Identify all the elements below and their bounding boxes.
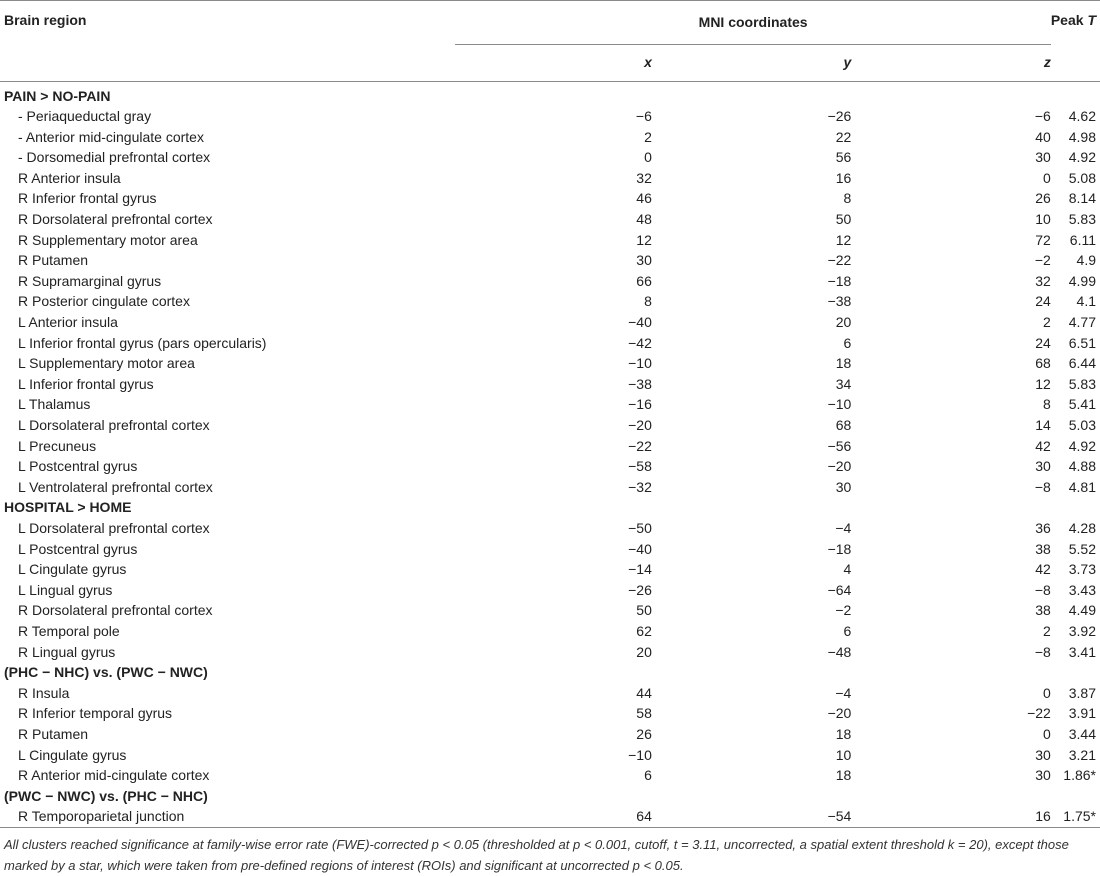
z-cell: 42: [1035, 437, 1051, 454]
x-cell: 30: [636, 252, 652, 269]
region-cell: L Anterior insula: [18, 314, 118, 331]
y-cell: 8: [843, 190, 852, 207]
y-cell: 34: [835, 375, 852, 392]
table-row: [0, 230, 1100, 251]
table-row: [0, 806, 1100, 827]
region-cell: L Postcentral gyrus: [18, 540, 138, 557]
region-cell: L Precuneus: [18, 437, 97, 454]
z-cell: 0: [1043, 725, 1051, 742]
y-cell: 16: [835, 169, 852, 186]
region-cell: R Inferior frontal gyrus: [18, 190, 157, 207]
peak-t-cell: 4.88: [1068, 458, 1096, 475]
z-cell: −8: [1034, 581, 1051, 598]
table-row: [0, 127, 1100, 148]
y-cell: −38: [827, 293, 852, 310]
x-cell: −10: [628, 746, 652, 763]
table-row: [0, 683, 1100, 704]
region-cell: R Dorsolateral prefrontal cortex: [18, 211, 213, 228]
z-cell: −2: [1034, 252, 1051, 269]
table-row: [0, 600, 1100, 621]
peak-t-cell: 3.73: [1068, 561, 1096, 578]
region-cell: - Dorsomedial prefrontal cortex: [18, 149, 211, 166]
peak-t-cell: 1.75*: [1063, 808, 1096, 825]
y-cell: 30: [835, 478, 852, 495]
region-cell: R Anterior insula: [18, 169, 121, 186]
region-cell: L Inferior frontal gyrus: [18, 375, 154, 392]
z-cell: 36: [1035, 519, 1051, 536]
peak-t-cell: 4.28: [1068, 519, 1096, 536]
z-cell: 0: [1043, 169, 1051, 186]
y-cell: 20: [835, 314, 852, 331]
region-cell: R Supramarginal gyrus: [18, 272, 162, 289]
z-cell: 0: [1043, 684, 1051, 701]
y-cell: 10: [835, 746, 852, 763]
peak-t-cell: 4.92: [1068, 149, 1096, 166]
table-row: [0, 271, 1100, 292]
y-cell: −20: [827, 705, 852, 722]
z-cell: 14: [1035, 417, 1051, 433]
group-title: HOSPITAL > HOME: [4, 499, 132, 516]
x-cell: 20: [636, 643, 652, 660]
peak-t-cell: 4.1: [1076, 293, 1096, 310]
table-row: [0, 312, 1100, 333]
bottom-rule: [0, 827, 1100, 828]
peak-t-cell: 5.08: [1068, 169, 1096, 186]
x-cell: 50: [636, 602, 652, 619]
y-cell: 22: [835, 128, 852, 145]
z-cell: 2: [1043, 622, 1051, 639]
region-cell: - Anterior mid-cingulate cortex: [18, 128, 204, 145]
table-row: [0, 621, 1100, 642]
region-cell: L Cingulate gyrus: [18, 561, 127, 578]
table-row: [0, 291, 1100, 312]
x-cell: −22: [628, 437, 652, 454]
z-cell: 38: [1035, 602, 1051, 619]
region-cell: - Periaqueductal gray: [18, 108, 152, 125]
z-cell: 30: [1035, 458, 1051, 475]
x-cell: 6: [644, 767, 652, 784]
header-z: z: [851, 44, 1051, 81]
region-cell: R Dorsolateral prefrontal cortex: [18, 602, 213, 619]
peak-t-cell: 3.41: [1068, 643, 1096, 660]
table-row: [0, 745, 1100, 766]
x-cell: 44: [636, 684, 652, 701]
region-cell: R Lingual gyrus: [18, 643, 116, 660]
region-cell: L Cingulate gyrus: [18, 746, 127, 763]
y-cell: −22: [827, 252, 852, 269]
peak-t-cell: 3.87: [1068, 684, 1096, 701]
peak-t-cell: 3.91: [1068, 705, 1096, 722]
peak-t-cell: 5.41: [1068, 396, 1096, 413]
peak-t-cell: 4.99: [1068, 272, 1096, 289]
group-header: [0, 497, 1100, 518]
x-cell: −50: [628, 519, 652, 536]
header-row-1: [0, 1, 1100, 44]
z-cell: 2: [1043, 314, 1051, 331]
peak-t-cell: 3.44: [1068, 725, 1096, 742]
group-title: (PHC − NHC) vs. (PWC − NWC): [4, 664, 208, 681]
y-cell: −26: [827, 108, 852, 125]
y-cell: −56: [827, 437, 852, 454]
z-cell: −22: [1027, 705, 1051, 722]
peak-t-cell: 5.03: [1068, 417, 1096, 433]
x-cell: −14: [628, 561, 652, 578]
header-peak-label: Peak T: [1050, 12, 1096, 28]
y-cell: −64: [827, 581, 852, 598]
x-cell: 0: [644, 149, 652, 166]
region-cell: L Supplementary motor area: [18, 355, 195, 372]
y-cell: 68: [835, 417, 852, 433]
region-cell: R Putamen: [18, 725, 89, 742]
region-cell: R Temporoparietal junction: [18, 808, 185, 825]
x-cell: 64: [636, 808, 652, 825]
x-cell: 66: [636, 272, 652, 289]
z-cell: 30: [1035, 746, 1051, 763]
y-cell: −4: [835, 684, 852, 701]
x-cell: −10: [628, 355, 652, 372]
z-cell: 30: [1035, 149, 1051, 166]
x-cell: 62: [636, 622, 652, 639]
x-cell: 2: [644, 128, 652, 145]
table-row: [0, 394, 1100, 415]
table-row: [0, 353, 1100, 374]
table-row: [0, 333, 1100, 354]
y-cell: 18: [835, 767, 852, 784]
header-y: y: [652, 44, 851, 81]
z-cell: 32: [1035, 272, 1051, 289]
table-row: [0, 250, 1100, 271]
region-cell: L Postcentral gyrus: [18, 458, 138, 475]
table-row: [0, 415, 1100, 436]
y-cell: −48: [827, 643, 852, 660]
peak-t-cell: 5.52: [1068, 540, 1096, 557]
y-cell: −10: [827, 396, 852, 413]
group-title: (PWC − NWC) vs. (PHC − NHC): [4, 787, 208, 804]
peak-t-cell: 4.9: [1076, 252, 1096, 269]
table-row: [0, 559, 1100, 580]
x-cell: −40: [628, 540, 652, 557]
peak-t-cell: 3.92: [1068, 622, 1096, 639]
table-row: [0, 477, 1100, 498]
region-cell: R Insula: [18, 684, 70, 701]
x-cell: 48: [636, 211, 652, 228]
peak-t-cell: 4.81: [1068, 478, 1096, 495]
y-cell: 56: [835, 149, 852, 166]
z-cell: 42: [1035, 561, 1051, 578]
z-cell: 68: [1035, 355, 1051, 372]
x-cell: −42: [628, 334, 652, 351]
group-title: PAIN > NO-PAIN: [4, 87, 111, 104]
x-cell: −38: [628, 375, 652, 392]
z-cell: 26: [1035, 190, 1051, 207]
table-row: [0, 209, 1100, 230]
region-cell: L Thalamus: [18, 396, 91, 413]
group-header: [0, 662, 1100, 683]
region-cell: R Supplementary motor area: [18, 231, 198, 248]
x-cell: −58: [628, 458, 652, 475]
y-cell: 18: [835, 725, 852, 742]
peak-t-cell: 6.11: [1069, 231, 1096, 248]
z-cell: −8: [1034, 643, 1051, 660]
z-cell: 24: [1035, 293, 1051, 310]
group-header: [0, 82, 1100, 107]
header-brain-region: Brain region: [4, 12, 87, 28]
z-cell: 30: [1035, 767, 1051, 784]
z-cell: 38: [1035, 540, 1051, 557]
table-row: [0, 168, 1100, 189]
region-cell: L Dorsolateral prefrontal cortex: [18, 519, 210, 536]
y-cell: 12: [835, 231, 852, 248]
y-cell: 18: [835, 355, 852, 372]
z-cell: 40: [1035, 128, 1051, 145]
y-cell: −20: [827, 458, 852, 475]
peak-t-cell: 4.49: [1068, 602, 1096, 619]
peak-t-cell: 5.83: [1068, 211, 1096, 228]
table-row: [0, 106, 1100, 127]
peak-t-cell: 8.14: [1068, 190, 1096, 207]
region-cell: L Inferior frontal gyrus (pars opercularis): [18, 334, 267, 351]
x-cell: 12: [636, 231, 652, 248]
group-header: [0, 786, 1100, 807]
table-row: [0, 518, 1100, 539]
peak-t-cell: 4.77: [1068, 314, 1096, 331]
y-cell: 6: [843, 334, 852, 351]
region-cell: L Dorsolateral prefrontal cortex: [18, 417, 210, 433]
peak-t-cell: 3.43: [1068, 581, 1096, 598]
peak-t-cell: 3.21: [1068, 746, 1096, 763]
table-row: [0, 765, 1100, 786]
x-cell: −20: [628, 417, 652, 433]
y-cell: 4: [843, 561, 852, 578]
x-cell: 58: [636, 705, 652, 722]
x-cell: −32: [628, 478, 652, 495]
y-cell: −18: [827, 272, 852, 289]
z-cell: 8: [1043, 396, 1051, 413]
header-row-2: [0, 44, 1100, 81]
x-cell: −40: [628, 314, 652, 331]
y-cell: −2: [835, 602, 852, 619]
x-cell: 8: [644, 293, 652, 310]
table-row: [0, 456, 1100, 477]
z-cell: −6: [1034, 108, 1051, 125]
z-cell: 72: [1035, 231, 1051, 248]
header-peak-t: [1051, 1, 1100, 44]
x-cell: 46: [636, 190, 652, 207]
z-cell: 24: [1035, 334, 1051, 351]
table-row: [0, 147, 1100, 168]
header-mni-coordinates: [455, 1, 1050, 44]
region-cell: R Putamen: [18, 252, 89, 269]
region-cell: R Posterior cingulate cortex: [18, 293, 190, 310]
table-row: [0, 724, 1100, 745]
peak-t-cell: 4.98: [1068, 128, 1096, 145]
peak-t-cell: 4.62: [1068, 108, 1096, 125]
table-row: [0, 436, 1100, 457]
x-cell: −6: [635, 108, 652, 125]
x-cell: 26: [636, 725, 652, 742]
peak-t-cell: 5.83: [1068, 375, 1096, 392]
header-mni-label: MNI coordinates: [698, 13, 808, 30]
table-row: [0, 580, 1100, 601]
region-cell: L Lingual gyrus: [18, 581, 113, 598]
region-cell: L Ventrolateral prefrontal cortex: [18, 478, 213, 495]
z-cell: −8: [1034, 478, 1051, 495]
table-row: [0, 703, 1100, 724]
peak-t-cell: 1.86*: [1063, 767, 1096, 784]
y-cell: 6: [843, 622, 852, 639]
region-cell: R Anterior mid-cingulate cortex: [18, 767, 210, 784]
x-cell: −16: [628, 396, 652, 413]
table-row: [0, 374, 1100, 395]
y-cell: −54: [827, 808, 852, 825]
peak-t-cell: 4.92: [1068, 437, 1096, 454]
y-cell: −18: [827, 540, 852, 557]
peak-t-cell: 6.44: [1068, 355, 1096, 372]
header-x: x: [455, 44, 651, 81]
region-cell: R Inferior temporal gyrus: [18, 705, 173, 722]
x-cell: 32: [636, 169, 652, 186]
table-row: [0, 188, 1100, 209]
y-cell: −4: [835, 519, 852, 536]
table-footnote: All clusters reached significance at family-wise error rate (FWE)-corrected p < 0.05 (thresholded at p < 0.001, cutoff, t = 3.11, uncorrected, a spatial extent threshold k = 20), except those marked by a star, which were taken from pre-defined regions of interest (ROIs) and significant at uncorrected p < 0.05.: [4, 836, 1069, 873]
z-cell: 12: [1035, 375, 1051, 392]
region-cell: R Temporal pole: [18, 622, 120, 639]
peak-t-cell: 6.51: [1068, 334, 1096, 351]
z-cell: 10: [1035, 211, 1051, 228]
table-row: [0, 539, 1100, 560]
table-row: [0, 642, 1100, 663]
x-cell: −26: [628, 581, 652, 598]
z-cell: 16: [1035, 808, 1051, 825]
y-cell: 50: [835, 211, 852, 228]
